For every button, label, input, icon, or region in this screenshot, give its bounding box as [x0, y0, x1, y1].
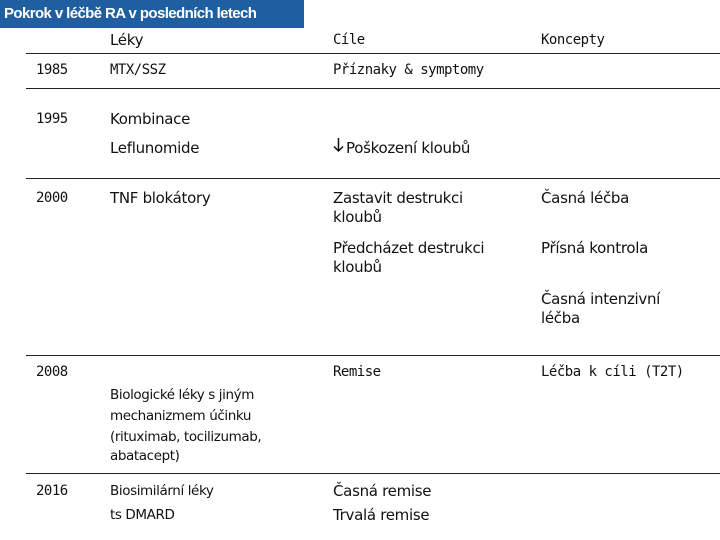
header-concepts: Koncepty — [541, 32, 605, 48]
drug-2008-l3: (rituximab, tocilizumab, — [110, 429, 262, 445]
header-drugs: Léky — [110, 31, 144, 49]
goal-2016-early: Časná remise — [333, 482, 432, 500]
row-divider-1985 — [26, 88, 720, 89]
drug-1995-combination: Kombinace — [110, 110, 191, 128]
header-divider — [26, 53, 720, 54]
goal-1995-text: Poškození kloubů — [346, 139, 471, 157]
goal-2000-stop-l2: kloubů — [333, 208, 382, 226]
year-2016: 2016 — [36, 483, 68, 499]
down-arrow-icon — [333, 137, 344, 158]
drug-2000: TNF blokátory — [110, 189, 211, 207]
drug-2008-l4: abatacept) — [110, 448, 180, 464]
drug-2008-l2: mechanizmem účinku — [110, 408, 252, 424]
concept-2000-intensive-l2: léčba — [541, 309, 580, 327]
goal-1985: Příznaky & symptomy — [333, 62, 484, 78]
concept-2000-strict: Přísná kontrola — [541, 239, 648, 257]
goal-2000-prevent-l1: Předcházet destrukci — [333, 239, 485, 257]
goal-2000-prevent-l2: kloubů — [333, 258, 382, 276]
goal-2016-sustained: Trvalá remise — [333, 506, 430, 524]
drug-2016-tsdmard: ts DMARD — [110, 507, 175, 523]
row-divider-2008 — [26, 473, 720, 474]
drug-2008-l1: Biologické léky s jiným — [110, 387, 254, 403]
concept-2000-intensive-l1: Časná intenzivní — [541, 290, 661, 308]
concept-2008: Léčba k cíli (T2T) — [541, 364, 684, 380]
year-2000: 2000 — [36, 190, 68, 206]
goal-1995 — [333, 137, 470, 158]
goal-2008: Remise — [333, 364, 381, 380]
header-goals: Cíle — [333, 32, 365, 48]
concept-2000-early: Časná léčba — [541, 189, 630, 207]
drug-1985: MTX/SSZ — [110, 62, 166, 78]
year-2008: 2008 — [36, 364, 68, 380]
goal-2000-stop-l1: Zastavit destrukci — [333, 189, 463, 207]
slide-title: Pokrok v léčbě RA v posledních letech — [0, 0, 304, 28]
drug-1995-leflunomide: Leflunomide — [110, 139, 200, 157]
year-1985: 1985 — [36, 62, 68, 78]
year-1995: 1995 — [36, 111, 68, 127]
row-divider-1995 — [26, 178, 720, 179]
row-divider-2000 — [26, 355, 720, 356]
drug-2016-biosimilar: Biosimilární léky — [110, 483, 214, 499]
